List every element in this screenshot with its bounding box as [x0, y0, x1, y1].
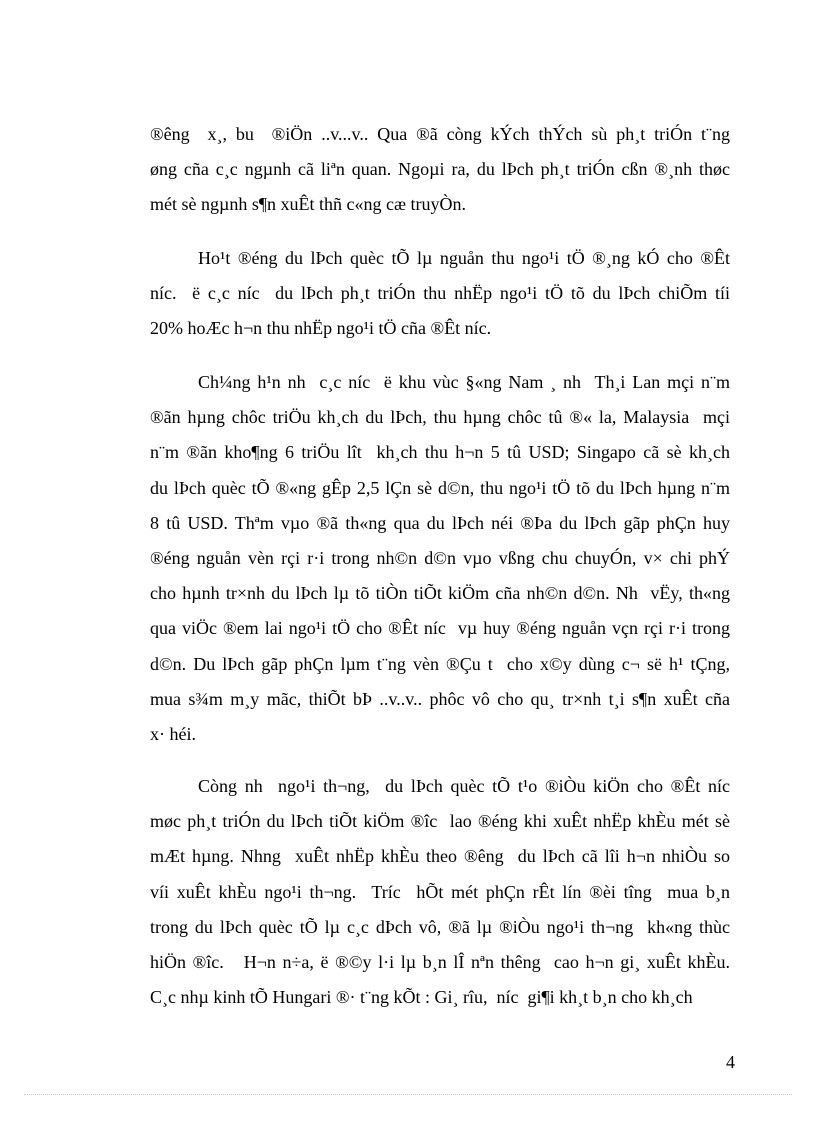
text-line: x· héi. — [150, 724, 196, 745]
text-line: ®ãn hµng chôc triÖu kh¸ch du lÞch, thu hµng chôc tû ®« la, Malaysia mçi — [150, 407, 730, 428]
text-line: mÆt hµng. Nhng xuÊt nhËp khÈu theo ®êng du lÞch cã lîi h¬n nhiÒu so — [150, 846, 730, 867]
text-line: ®éng nguån vèn rçi r·i trong nh©n d©n vµo vßng chu chuyÓn, v× chi phÝ — [150, 548, 730, 569]
text-line — [150, 365, 730, 400]
text-line: 20% hoÆc h¬n thu nhËp ngo¹i tÖ cña ®Êt níc. — [150, 318, 492, 339]
page-number: 4 — [726, 1052, 735, 1072]
text-line: møc ph¸t triÓn du lÞch tiÕt kiÖm ®îc lao ®éng khi xuÊt nhËp khÈu mét sè — [150, 811, 730, 832]
text-line: ®êng x¸, bu ®iÖn ..v...v.. Qua ®ã còng kÝch thÝch sù ph¸t triÓn t¨ng — [150, 124, 730, 144]
paragraph-2 — [150, 241, 730, 347]
text-line: C¸c nhµ kinh tÕ Hungari ®· t¨ng kÕt : Gi¸ rîu, níc gi¶i kh¸t b¸n cho kh¸ch — [150, 987, 693, 1008]
text-line: 8 tû USD. Thªm vµo ®ã th«ng qua du lÞch néi ®Þa du lÞch gãp phÇn huy — [150, 512, 730, 533]
text-line: d©n. Du lÞch gãp phÇn lµm t¨ng vèn ®Çu t cho x©y dùng c¬ së h¹ tÇng, — [150, 653, 730, 674]
text-line: hiÖn ®îc. H¬n n÷a, ë ®©y l·i lµ b¸n lÎ nªn thêng cao h¬n gi¸ xuÊt khÈu. — [150, 952, 730, 973]
text-line: trong du lÞch quèc tÕ lµ c¸c dÞch vô, ®ã lµ ®iÒu ngo¹i th¬ng kh«ng thùc — [150, 916, 730, 937]
text-line: du lÞch quèc tÕ ®«ng gÊp 2,5 lÇn sè d©n, thu ngo¹i tÖ tõ du lÞch hµng n¨m — [150, 477, 730, 498]
page-bottom-divider — [24, 1094, 792, 1095]
text-line-content: Ho¹t ®éng du lÞch quèc tÕ lµ nguån thu ngo¹i tÖ ®¸ng kÓ cho ®Êt — [198, 248, 730, 268]
text-line: øng cña c¸c ngµnh cã liªn quan. Ngoµi ra, du lÞch ph¸t triÓn cßn ®¸nh thøc — [150, 159, 730, 180]
text-line: mua s¾m m¸y mãc, thiÕt bÞ ..v..v.. phôc vô cho qu¸ tr×nh t¸i s¶n xuÊt cña — [150, 688, 730, 709]
text-line-content: Ch¼ng h¹n nh c¸c níc ë khu vùc §«ng Nam ¸ nh Th¸i Lan mçi n¨m — [198, 372, 730, 392]
paragraph-4 — [150, 769, 730, 1015]
text-line: n¨m ®ãn kho¶ng 6 triÖu lît kh¸ch thu h¬n 5 tû USD; Singapo cã sè kh¸ch — [150, 442, 730, 463]
text-line: víi xuÊt khÈu ngo¹i th¬ng. Tríc hÕt mét phÇn rÊt lín ®èi tîng mua b¸n — [150, 881, 730, 902]
text-line: cho hµnh tr×nh du lÞch lµ tõ tiÒn tiÕt kiÖm cña nh©n d©n. Nh vËy, th«ng — [150, 583, 730, 604]
text-line — [150, 241, 730, 276]
text-line — [150, 769, 730, 804]
paragraph-1 — [150, 117, 730, 223]
text-line: qua viÖc ®em lai ngo¹i tÖ cho ®Êt níc vµ huy ®éng nguån vçn rçi r·i trong — [150, 618, 730, 639]
text-line-content: Còng nh ngo¹i th¬ng, du lÞch quèc tÕ t¹o ®iÒu kiÖn cho ®Êt níc — [198, 776, 730, 796]
text-line: mét sè ngµnh s¶n xuÊt thñ c«ng cæ truyÒn. — [150, 194, 466, 215]
paragraph-3 — [150, 365, 730, 752]
text-line: níc. ë c¸c níc du lÞch ph¸t triÓn thu nhËp ngo¹i tÖ tõ du lÞch chiÕm tíi — [150, 283, 730, 304]
